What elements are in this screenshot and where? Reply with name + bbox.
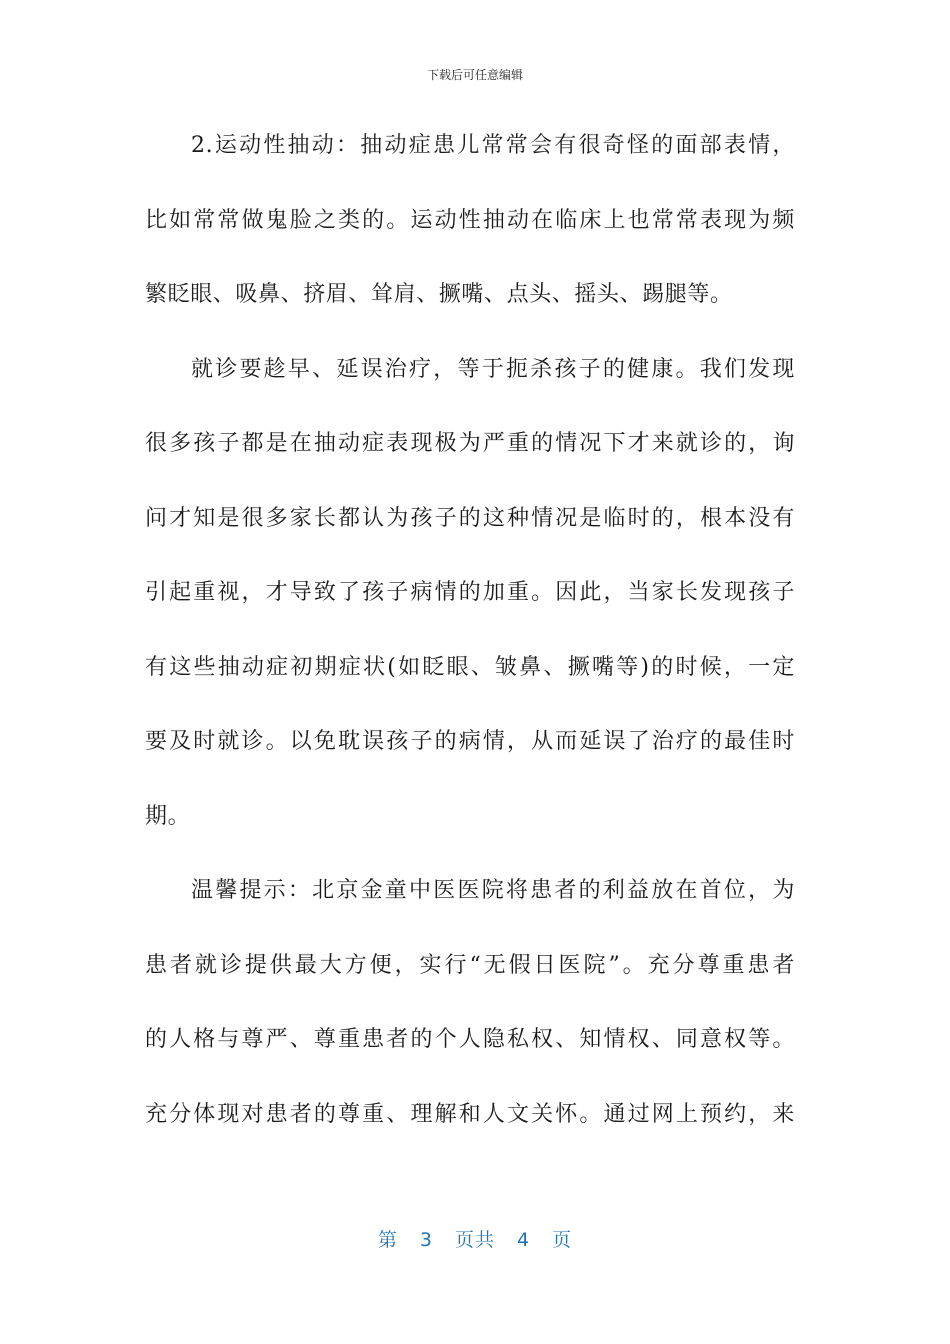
paragraph-3-line-4: 充分体现对患者的尊重、理解和人文关怀。通过网上预约，来: [145, 1101, 795, 1127]
paragraph-2-line-7: 期。: [145, 803, 191, 829]
header-note: 下载后可任意编辑: [426, 68, 523, 82]
paragraph-2-line-6: 要及时就诊。以免耽误孩子的病情，从而延误了治疗的最佳时: [145, 729, 795, 754]
paragraph-2-line-5: 有这些抽动症初期症状(如眨眼、皱鼻、撅嘴等)的时候，一定: [145, 654, 795, 680]
paragraph-3-line-1: 温馨提示：北京金童中医医院将患者的利益放在首位，为: [191, 878, 795, 903]
page-footer: [0, 1225, 950, 1252]
paragraph-2-line-1: 就诊要趁早、延误治疗，等于扼杀孩子的健康。我们发现: [191, 356, 795, 382]
footer-total-pages: 4: [517, 1229, 531, 1251]
paragraph-3-line-3: 的人格与尊严、尊重患者的个人隐私权、知情权、同意权等。: [145, 1027, 795, 1052]
paragraph-3-line-2: 患者就诊提供最大方便，实行“无假日医院”。充分尊重患者: [145, 952, 795, 978]
paragraph-1-line-2: 比如常常做鬼脸之类的。运动性抽动在临床上也常常表现为频: [145, 207, 795, 233]
footer-prefix: 第: [377, 1229, 398, 1251]
footer-current-page: 3: [419, 1229, 433, 1251]
paragraph-1-line-1: 2.运动性抽动：抽动症患儿常常会有很奇怪的面部表情，: [191, 133, 795, 158]
paragraph-1-line-3: 繁眨眼、吸鼻、挤眉、耸肩、撅嘴、点头、摇头、踢腿等。: [145, 282, 733, 307]
footer-middle: 页共: [454, 1229, 495, 1251]
footer-suffix: 页: [552, 1229, 573, 1251]
paragraph-2-line-4: 引起重视，才导致了孩子病情的加重。因此，当家长发现孩子: [145, 580, 795, 605]
paragraph-2-line-2: 很多孩子都是在抽动症表现极为严重的情况下才来就诊的，询: [145, 431, 795, 456]
paragraph-2-line-3: 问才知是很多家长都认为孩子的这种情况是临时的，根本没有: [145, 505, 795, 531]
body-text: [145, 124, 795, 1167]
